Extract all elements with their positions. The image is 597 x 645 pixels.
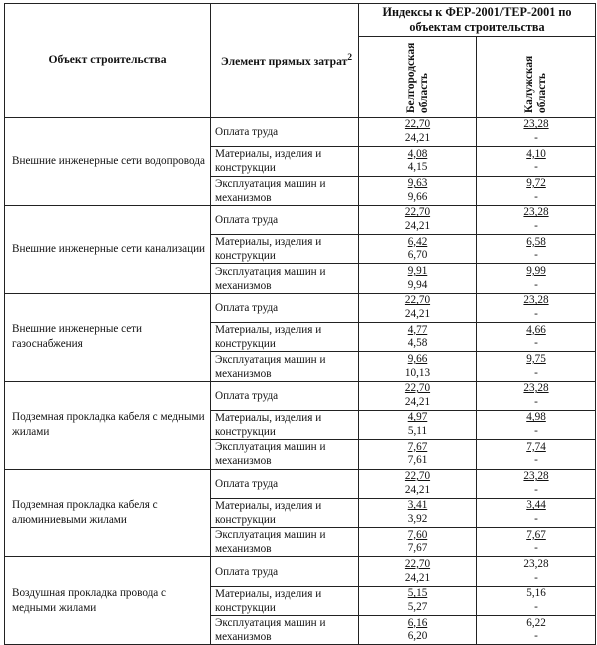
- table-row: [5, 205, 596, 234]
- index-base-value: 10,13: [404, 366, 431, 379]
- table-body: [5, 118, 596, 645]
- index-base-value: -: [534, 513, 538, 525]
- header-region-kaluga: [477, 37, 596, 118]
- index-base-value: 4,58: [407, 337, 428, 350]
- kaluga-index: [477, 557, 596, 586]
- cost-element: Эксплуатация машин и механизмов: [211, 264, 359, 293]
- belgorod-index: [359, 469, 477, 498]
- cost-element: Оплата труда: [211, 381, 359, 410]
- kaluga-index: [477, 616, 596, 645]
- index-base-value: -: [534, 454, 538, 467]
- index-base-value: 6,70: [407, 249, 428, 262]
- index-base-value: -: [534, 278, 538, 291]
- kaluga-index: [477, 469, 596, 498]
- belgorod-index: [359, 118, 477, 147]
- belgorod-index: [359, 410, 477, 439]
- cost-element: Эксплуатация машин и механизмов: [211, 352, 359, 381]
- index-value: 23,28: [523, 118, 549, 131]
- belgorod-index: [359, 235, 477, 264]
- kaluga-index: [477, 323, 596, 352]
- index-value: 23,28: [523, 382, 549, 395]
- index-value: 3,44: [526, 499, 546, 512]
- index-value: 4,98: [526, 411, 546, 424]
- index-base-value: -: [534, 220, 538, 233]
- index-value: 6,16: [407, 616, 428, 629]
- kaluga-index: [477, 498, 596, 527]
- indices-table: [4, 3, 596, 645]
- index-value: 6,42: [407, 235, 428, 248]
- index-value: 22,70: [404, 470, 431, 483]
- table-row: [5, 557, 596, 586]
- belgorod-index: [359, 440, 477, 469]
- header-element: [211, 4, 359, 118]
- belgorod-index: [359, 586, 477, 615]
- kaluga-index: [477, 528, 596, 557]
- index-base-value: -: [534, 161, 538, 174]
- index-value: 7,60: [407, 528, 428, 541]
- index-value: 9,66: [407, 352, 428, 365]
- header-indices: Индексы к ФЕР-2001/ТЕР-2001 по объектам строительства: [359, 4, 596, 37]
- cost-element: Оплата труда: [211, 557, 359, 586]
- kaluga-index: [477, 293, 596, 322]
- belgorod-index: [359, 381, 477, 410]
- index-value: 9,91: [407, 264, 428, 277]
- index-value: 5,16: [526, 587, 546, 600]
- index-base-value: 24,21: [404, 307, 431, 320]
- index-value: 22,70: [404, 382, 431, 395]
- index-base-value: -: [534, 307, 538, 320]
- index-value: 4,97: [407, 411, 428, 424]
- index-value: 6,22: [526, 616, 546, 629]
- index-value: 4,08: [407, 147, 428, 160]
- belgorod-index: [359, 528, 477, 557]
- index-value: 9,72: [526, 177, 546, 190]
- belgorod-index: [359, 557, 477, 586]
- belgorod-index: [359, 205, 477, 234]
- index-base-value: 24,21: [404, 220, 431, 233]
- cost-element: Материалы, изделия и конструкции: [211, 498, 359, 527]
- kaluga-index: [477, 440, 596, 469]
- index-base-value: 9,94: [407, 278, 428, 291]
- index-base-value: 5,11: [407, 425, 428, 438]
- index-base-value: -: [534, 190, 538, 203]
- index-base-value: -: [534, 630, 538, 643]
- index-base-value: 5,27: [407, 600, 428, 613]
- cost-element: Оплата труда: [211, 118, 359, 147]
- index-value: 22,70: [404, 206, 431, 219]
- table-row: [5, 381, 596, 410]
- region-label: Калужская область: [522, 55, 548, 113]
- index-value: 4,66: [526, 323, 546, 336]
- kaluga-index: [477, 410, 596, 439]
- table-row: [5, 469, 596, 498]
- header-element-label: Элемент прямых затрат: [220, 54, 348, 68]
- belgorod-index: [359, 176, 477, 205]
- object-name: Подземная прокладка кабеля с медными жилами: [5, 381, 211, 469]
- index-base-value: -: [534, 366, 538, 379]
- cost-element: Эксплуатация машин и механизмов: [211, 440, 359, 469]
- object-name: Внешние инженерные сети газоснабжения: [5, 293, 211, 381]
- index-base-value: 24,21: [404, 483, 431, 496]
- header-region-belgorod: [359, 37, 477, 118]
- index-value: 9,75: [526, 352, 546, 365]
- index-base-value: -: [534, 571, 538, 584]
- index-base-value: 7,67: [407, 542, 428, 555]
- index-base-value: 24,21: [404, 395, 431, 408]
- cost-element: Оплата труда: [211, 205, 359, 234]
- index-base-value: -: [534, 249, 538, 262]
- cost-element: Материалы, изделия и конструкции: [211, 410, 359, 439]
- index-value: 5,15: [407, 587, 428, 600]
- index-value: 23,28: [523, 470, 549, 483]
- index-base-value: -: [534, 600, 538, 613]
- object-name: Воздушная прокладка провода с медными жилами: [5, 557, 211, 645]
- index-base-value: -: [534, 395, 538, 408]
- index-base-value: -: [534, 542, 538, 555]
- index-value: 23,28: [523, 557, 549, 570]
- index-value: 7,74: [526, 440, 546, 453]
- index-value: 7,67: [407, 440, 428, 453]
- index-value: 9,63: [407, 177, 428, 190]
- cost-element: Эксплуатация машин и механизмов: [211, 616, 359, 645]
- kaluga-index: [477, 205, 596, 234]
- index-value: 23,28: [523, 294, 549, 307]
- cost-element: Оплата труда: [211, 469, 359, 498]
- index-value: 22,70: [404, 294, 431, 307]
- header-object: Объект строительства: [5, 4, 211, 118]
- region-label: Белгородская область: [404, 42, 430, 113]
- index-base-value: -: [534, 425, 538, 438]
- index-base-value: 4,15: [407, 161, 428, 174]
- index-value: 4,77: [407, 323, 428, 336]
- index-base-value: 7,61: [407, 454, 428, 467]
- index-value: 23,28: [523, 206, 549, 219]
- index-base-value: -: [534, 337, 538, 350]
- kaluga-index: [477, 586, 596, 615]
- kaluga-index: [477, 147, 596, 176]
- table-row: [5, 293, 596, 322]
- belgorod-index: [359, 323, 477, 352]
- object-name: Внешние инженерные сети водопровода: [5, 118, 211, 206]
- index-base-value: 3,92: [407, 513, 428, 525]
- cost-element: Оплата труда: [211, 293, 359, 322]
- index-base-value: 9,66: [407, 190, 428, 203]
- belgorod-index: [359, 293, 477, 322]
- cost-element: Эксплуатация машин и механизмов: [211, 176, 359, 205]
- index-value: 22,70: [404, 118, 431, 131]
- belgorod-index: [359, 498, 477, 527]
- belgorod-index: [359, 264, 477, 293]
- object-name: Подземная прокладка кабеля с алюминиевыми жилами: [5, 469, 211, 557]
- kaluga-index: [477, 352, 596, 381]
- index-base-value: 24,21: [404, 571, 431, 584]
- index-base-value: -: [534, 483, 538, 496]
- index-base-value: 24,21: [404, 132, 431, 145]
- index-value: 4,10: [526, 147, 546, 160]
- header-element-footnote: 2: [347, 52, 353, 63]
- index-value: 7,67: [526, 528, 546, 541]
- kaluga-index: [477, 264, 596, 293]
- table-row: [5, 118, 596, 147]
- index-value: 3,41: [407, 499, 428, 512]
- index-value: 9,99: [526, 264, 546, 277]
- index-base-value: 6,20: [407, 630, 428, 643]
- index-base-value: -: [534, 132, 538, 145]
- index-value: 6,58: [526, 235, 546, 248]
- kaluga-index: [477, 235, 596, 264]
- kaluga-index: [477, 176, 596, 205]
- belgorod-index: [359, 352, 477, 381]
- cost-element: Материалы, изделия и конструкции: [211, 586, 359, 615]
- cost-element: Эксплуатация машин и механизмов: [211, 528, 359, 557]
- belgorod-index: [359, 147, 477, 176]
- object-name: Внешние инженерные сети канализации: [5, 205, 211, 293]
- belgorod-index: [359, 616, 477, 645]
- cost-element: Материалы, изделия и конструкции: [211, 235, 359, 264]
- kaluga-index: [477, 381, 596, 410]
- kaluga-index: [477, 118, 596, 147]
- cost-element: Материалы, изделия и конструкции: [211, 147, 359, 176]
- index-value: 22,70: [404, 557, 431, 570]
- cost-element: Материалы, изделия и конструкции: [211, 323, 359, 352]
